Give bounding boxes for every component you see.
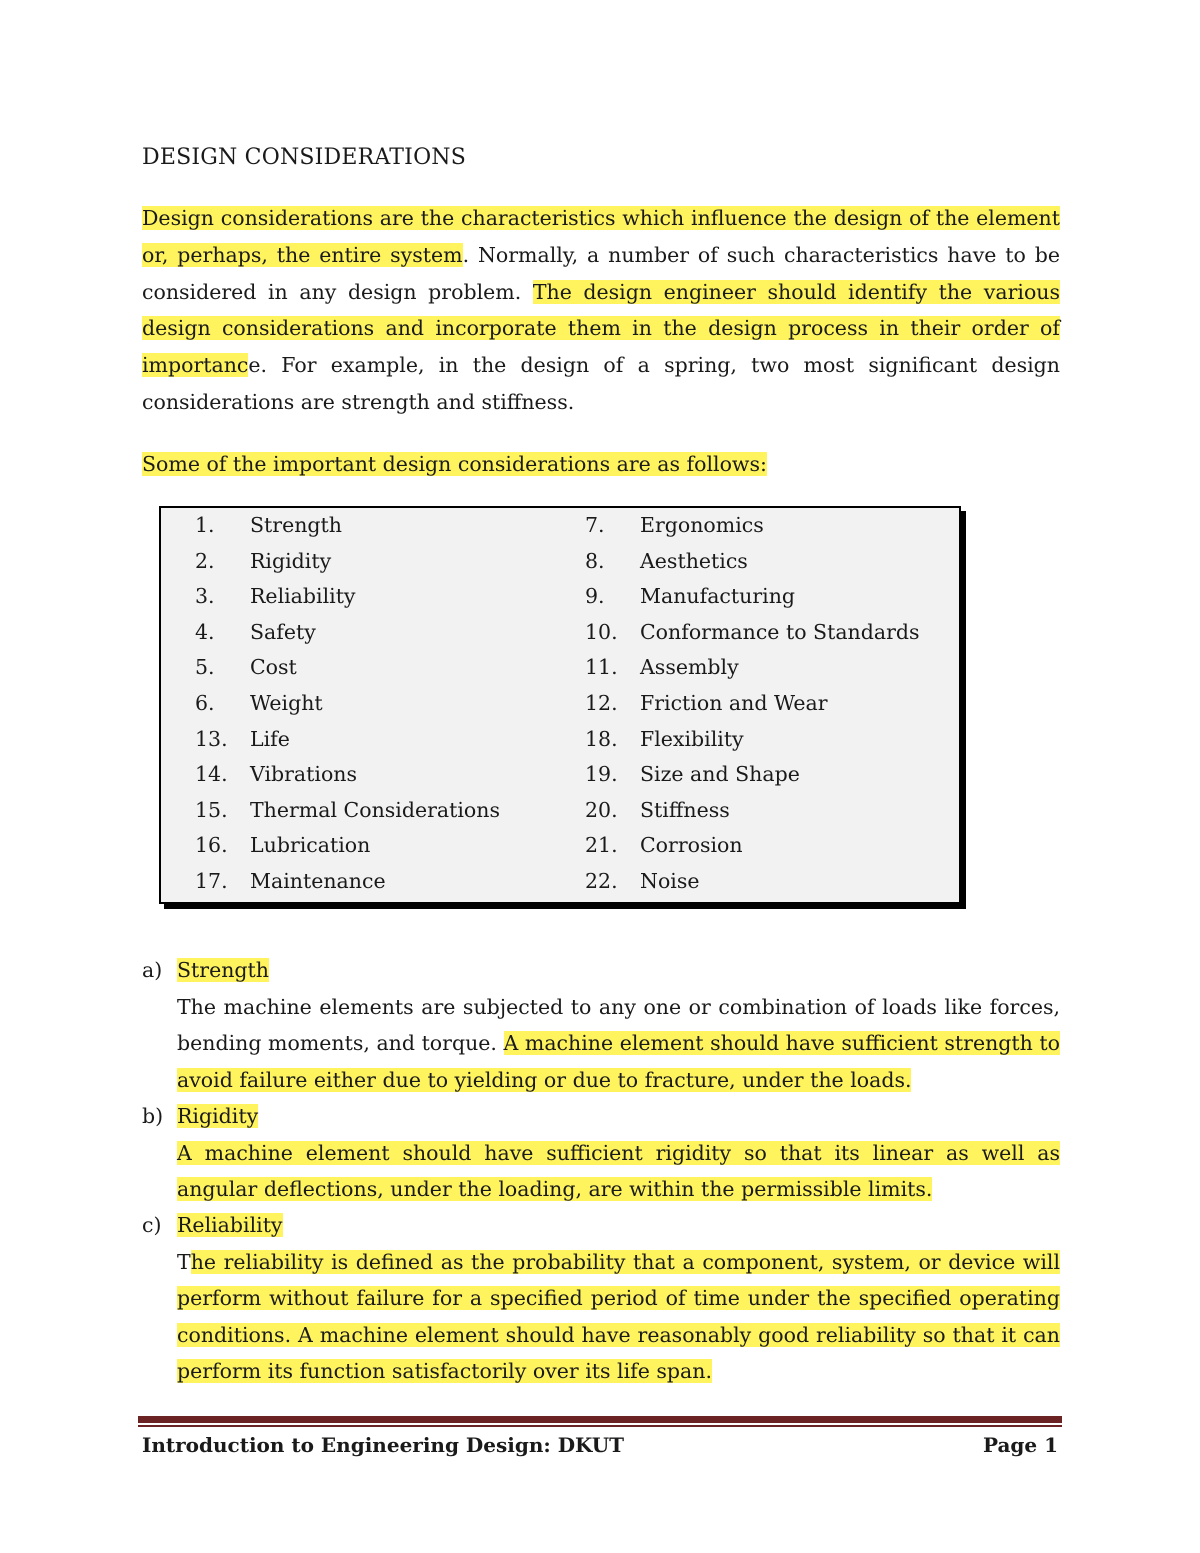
consideration-item bbox=[585, 579, 920, 615]
consideration-label: Vibrations bbox=[250, 762, 358, 787]
consideration-item bbox=[195, 757, 500, 793]
section-title: Rigidity bbox=[177, 1104, 259, 1128]
consideration-item bbox=[195, 650, 500, 686]
section-body-text: T bbox=[177, 1249, 191, 1274]
consideration-label: Ergonomics bbox=[640, 513, 764, 537]
consideration-label: Thermal Considerations bbox=[250, 797, 500, 822]
section-strength bbox=[142, 952, 1060, 1098]
consideration-label: Noise bbox=[640, 868, 700, 893]
consideration-number: 18. bbox=[585, 726, 618, 751]
consideration-label: Life bbox=[250, 726, 290, 751]
consideration-item bbox=[585, 722, 920, 758]
footer-rule-thick bbox=[138, 1416, 1062, 1423]
consideration-label: Safety bbox=[250, 619, 316, 644]
consideration-item bbox=[585, 650, 920, 686]
section-letter: c) bbox=[142, 1213, 162, 1237]
consideration-number: 1. bbox=[195, 513, 215, 537]
consideration-number: 11. bbox=[585, 655, 618, 680]
consideration-label: Weight bbox=[250, 690, 323, 715]
section-rigidity bbox=[142, 1098, 1060, 1208]
consideration-number: 16. bbox=[195, 833, 228, 858]
consideration-item bbox=[585, 757, 920, 793]
section-letter: a) bbox=[142, 958, 163, 982]
consideration-number: 3. bbox=[195, 584, 215, 609]
intro-text-2: e. For example, in the design of a spring, two most significant design considerations are strength and stiffness. bbox=[142, 353, 1060, 414]
footer-page-number: Page 1 bbox=[982, 1433, 1058, 1457]
consideration-label: Manufacturing bbox=[640, 584, 796, 609]
footer-course-title: Introduction to Engineering Design: DKUT bbox=[142, 1433, 625, 1457]
consideration-item bbox=[195, 544, 500, 580]
consideration-label: Lubrication bbox=[250, 833, 371, 858]
consideration-number: 9. bbox=[585, 584, 605, 609]
section-body bbox=[177, 1244, 1060, 1390]
consideration-label: Reliability bbox=[250, 584, 356, 609]
consideration-item bbox=[585, 615, 920, 651]
consideration-item bbox=[195, 722, 500, 758]
consideration-number: 15. bbox=[195, 797, 228, 822]
consideration-item bbox=[195, 579, 500, 615]
consideration-item bbox=[585, 544, 920, 580]
consideration-item bbox=[585, 864, 920, 900]
consideration-number: 2. bbox=[195, 548, 215, 573]
consideration-item bbox=[585, 828, 920, 864]
consideration-label: Corrosion bbox=[640, 833, 743, 858]
consideration-item bbox=[195, 864, 500, 900]
consideration-number: 22. bbox=[585, 868, 618, 893]
section-heading bbox=[142, 1207, 1060, 1244]
consideration-label: Rigidity bbox=[250, 548, 332, 573]
section-letter: b) bbox=[142, 1104, 164, 1128]
considerations-column-left bbox=[195, 508, 500, 900]
consideration-label: Friction and Wear bbox=[640, 690, 828, 715]
consideration-number: 20. bbox=[585, 797, 618, 822]
consideration-number: 10. bbox=[585, 619, 618, 644]
section-body-highlight: A machine element should have sufficient rigidity so that its linear as well as angular deflections, under the loading, are within the permissible limits. bbox=[177, 1140, 1060, 1201]
section-body-highlight-1: he reliability is defined as the probability that a component, system, or device will perform without failure for a specified period of time under the specified operating conditions. bbox=[177, 1249, 1060, 1347]
consideration-item bbox=[195, 508, 500, 544]
page-title: DESIGN CONSIDERATIONS bbox=[142, 145, 467, 170]
consideration-number: 4. bbox=[195, 619, 215, 644]
consideration-label: Flexibility bbox=[640, 726, 744, 751]
section-body bbox=[177, 1135, 1060, 1208]
consideration-number: 8. bbox=[585, 548, 605, 573]
section-reliability bbox=[142, 1207, 1060, 1390]
section-body-highlight-2: A machine element should have reasonably good reliability so that it can perform its function satisfactorily over its life span. bbox=[177, 1322, 1060, 1383]
consideration-number: 13. bbox=[195, 726, 228, 751]
consideration-item bbox=[585, 508, 920, 544]
consideration-label: Conformance to Standards bbox=[640, 619, 920, 644]
consideration-item bbox=[585, 686, 920, 722]
consideration-number: 19. bbox=[585, 762, 618, 787]
consideration-label: Assembly bbox=[640, 655, 739, 680]
section-body bbox=[177, 989, 1060, 1099]
section-body-text: The machine elements are subjected to any one or combination of loads like forces, bending moments, and torque. bbox=[177, 994, 1060, 1055]
consideration-item bbox=[195, 686, 500, 722]
section-heading bbox=[142, 1098, 1060, 1135]
consideration-label: Size and Shape bbox=[640, 762, 800, 787]
consideration-label: Stiffness bbox=[640, 797, 730, 822]
consideration-label: Maintenance bbox=[250, 868, 386, 893]
intro-text-1: . Normally, a number of such characteristics have to be considered in any design problem. bbox=[142, 242, 1060, 304]
consideration-number: 21. bbox=[585, 833, 618, 858]
list-intro bbox=[142, 446, 1060, 483]
consideration-item bbox=[585, 793, 920, 829]
consideration-number: 6. bbox=[195, 690, 215, 715]
section-title: Strength bbox=[177, 958, 269, 982]
consideration-number: 14. bbox=[195, 762, 228, 787]
consideration-item bbox=[195, 615, 500, 651]
section-title: Reliability bbox=[177, 1213, 283, 1237]
consideration-number: 12. bbox=[585, 690, 618, 715]
intro-highlight-2: The design engineer should identify the various design considerations and incorporate them in the design process in their order of importanc bbox=[142, 279, 1061, 378]
consideration-number: 5. bbox=[195, 655, 215, 680]
footer-rule-thin bbox=[138, 1425, 1062, 1427]
list-intro-text: Some of the important design considerations are as follows: bbox=[142, 452, 767, 476]
consideration-item bbox=[195, 793, 500, 829]
intro-highlight-1: Design considerations are the characteristics which influence the design of the element or, perhaps, the entire system bbox=[142, 206, 1060, 267]
considerations-column-right bbox=[585, 508, 920, 900]
considerations-list-box bbox=[159, 506, 961, 904]
consideration-label: Aesthetics bbox=[640, 548, 748, 573]
consideration-number: 7. bbox=[585, 513, 605, 537]
consideration-item bbox=[195, 828, 500, 864]
consideration-label: Strength bbox=[250, 513, 342, 537]
section-heading bbox=[142, 952, 1060, 989]
consideration-number: 17. bbox=[195, 868, 228, 893]
section-body-highlight: A machine element should have sufficient strength to avoid failure either due to yielding or due to fracture, under the loads. bbox=[177, 1031, 1061, 1092]
intro-paragraph bbox=[142, 200, 1060, 421]
consideration-label: Cost bbox=[250, 655, 297, 680]
